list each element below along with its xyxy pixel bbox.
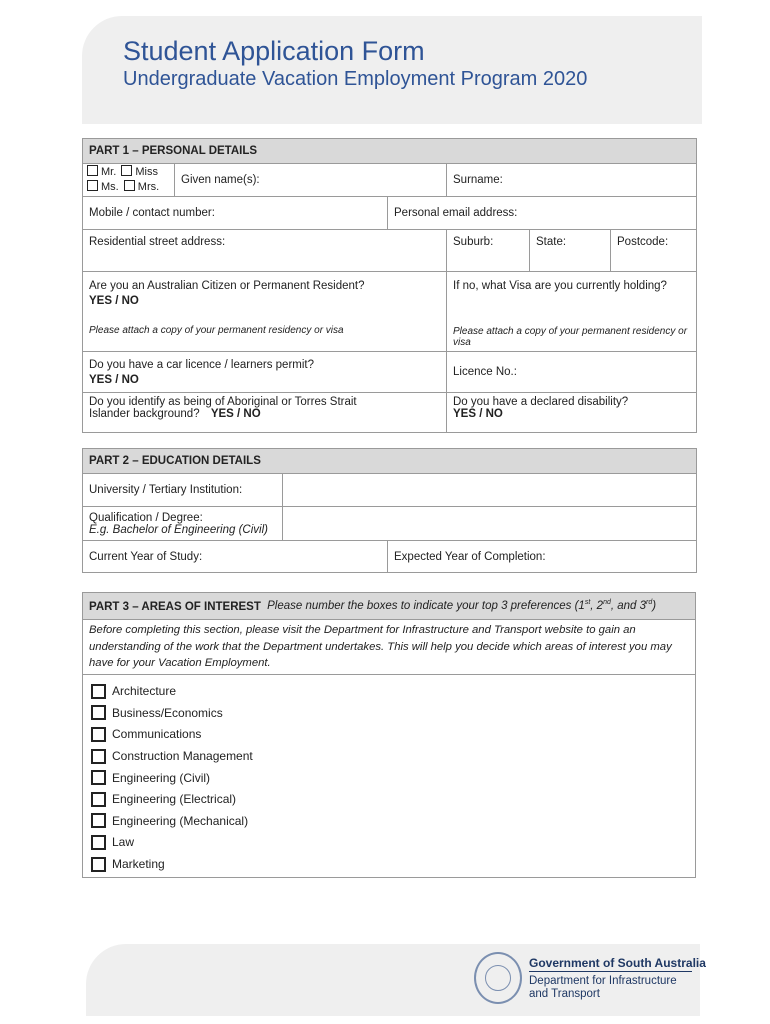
title-checkboxes: Mr. Miss Ms. Mrs. bbox=[83, 164, 175, 197]
citizen-question-cell bbox=[83, 272, 447, 352]
part1-personal-details bbox=[82, 138, 697, 433]
checkbox-icon[interactable] bbox=[91, 749, 106, 764]
sa-government-crest-icon bbox=[474, 952, 522, 1004]
state-field[interactable]: State: bbox=[530, 230, 611, 272]
areas-list bbox=[89, 675, 689, 877]
list-item[interactable]: Communications bbox=[91, 724, 689, 746]
department-name-line1: Department for Infrastructure bbox=[529, 975, 677, 987]
disability-yes-no[interactable]: YES / NO bbox=[453, 408, 503, 420]
footer-divider bbox=[529, 971, 692, 972]
list-item[interactable]: Engineering (Electrical) bbox=[91, 788, 689, 810]
disability-question-cell bbox=[447, 393, 697, 433]
checkbox-icon[interactable] bbox=[91, 684, 106, 699]
email-field[interactable]: Personal email address: bbox=[388, 197, 697, 230]
checkbox-icon[interactable] bbox=[91, 857, 106, 872]
disability-question: Do you have a declared disability? bbox=[453, 396, 629, 408]
citizen-yes-no[interactable]: YES / NO bbox=[89, 295, 139, 307]
visa-attach-note: Please attach a copy of your permanent residency or visa bbox=[453, 326, 688, 348]
part3-heading-cell bbox=[83, 593, 696, 620]
street-address-field[interactable]: Residential street address: bbox=[83, 230, 447, 272]
surname-field[interactable]: Surname: bbox=[447, 164, 697, 197]
part2-education-details bbox=[82, 448, 697, 573]
qualification-label: Qualification / Degree: bbox=[89, 511, 203, 524]
university-label: University / Tertiary Institution: bbox=[83, 474, 283, 507]
checkbox-icon[interactable] bbox=[91, 835, 106, 850]
checkbox-mr[interactable] bbox=[87, 165, 98, 176]
visa-question: If no, what Visa are you currently holding? bbox=[453, 280, 667, 292]
page-subtitle: Undergraduate Vacation Employment Program 2020 bbox=[123, 68, 588, 90]
qualification-input[interactable] bbox=[283, 507, 697, 541]
part1-heading: PART 1 – PERSONAL DETAILS bbox=[83, 139, 697, 164]
checkbox-icon[interactable] bbox=[91, 813, 106, 828]
citizen-question: Are you an Australian Citizen or Permanent Resident? bbox=[89, 280, 365, 292]
suburb-field[interactable]: Suburb: bbox=[447, 230, 530, 272]
list-item[interactable]: Law bbox=[91, 832, 689, 854]
areas-list-cell bbox=[83, 674, 696, 877]
current-year-field[interactable]: Current Year of Study: bbox=[83, 541, 388, 573]
checkbox-icon[interactable] bbox=[91, 727, 106, 742]
checkbox-mrs[interactable] bbox=[124, 180, 135, 191]
checkbox-icon[interactable] bbox=[91, 770, 106, 785]
checkbox-miss[interactable] bbox=[121, 165, 132, 176]
licence-question: Do you have a car licence / learners permit? bbox=[89, 358, 314, 371]
mobile-field[interactable]: Mobile / contact number: bbox=[83, 197, 388, 230]
postcode-field[interactable]: Postcode: bbox=[611, 230, 697, 272]
qualification-example: E.g. Bachelor of Engineering (Civil) bbox=[89, 523, 268, 536]
part3-intro: Before completing this section, please visit the Department for Infrastructure and Transport website to gain an understanding of the work that the Department undertakes. This will help you decide which areas of interest you may have for your Vacation Employment. bbox=[83, 620, 696, 675]
list-item[interactable]: Architecture bbox=[91, 681, 689, 703]
checkbox-ms[interactable] bbox=[87, 180, 98, 191]
part3-instruction: Please number the boxes to indicate your top 3 preferences (1st, 2nd, and 3rd) bbox=[267, 599, 657, 613]
checkbox-icon[interactable] bbox=[91, 705, 106, 720]
checkbox-icon[interactable] bbox=[91, 792, 106, 807]
licence-yes-no[interactable]: YES / NO bbox=[89, 373, 139, 386]
list-item[interactable]: Marketing bbox=[91, 853, 689, 875]
government-name: Government of South Australia bbox=[529, 956, 706, 970]
part3-areas-of-interest bbox=[82, 592, 696, 878]
list-item[interactable]: Construction Management bbox=[91, 745, 689, 767]
part3-heading: PART 3 – AREAS OF INTEREST bbox=[89, 600, 261, 613]
list-item[interactable]: Engineering (Mechanical) bbox=[91, 810, 689, 832]
part2-heading: PART 2 – EDUCATION DETAILS bbox=[83, 449, 697, 474]
expected-year-field[interactable]: Expected Year of Completion: bbox=[388, 541, 697, 573]
licence-question-cell bbox=[83, 352, 447, 393]
department-name-line2: and Transport bbox=[529, 988, 600, 1000]
list-item[interactable]: Engineering (Civil) bbox=[91, 767, 689, 789]
given-names-field[interactable]: Given name(s): bbox=[175, 164, 447, 197]
list-item[interactable]: Business/Economics bbox=[91, 702, 689, 724]
aboriginal-question-cell bbox=[83, 393, 447, 433]
citizen-attach-note: Please attach a copy of your permanent residency or visa bbox=[89, 325, 344, 336]
university-input[interactable] bbox=[283, 474, 697, 507]
aboriginal-question-line2: Islander background? bbox=[89, 408, 200, 420]
licence-number-field[interactable]: Licence No.: bbox=[447, 352, 697, 393]
page-title: Student Application Form bbox=[123, 36, 425, 66]
aboriginal-question: Do you identify as being of Aboriginal or Torres Strait bbox=[89, 396, 357, 408]
aboriginal-yes-no[interactable]: YES / NO bbox=[210, 408, 261, 420]
qualification-label-cell bbox=[83, 507, 283, 541]
visa-question-cell[interactable] bbox=[447, 272, 697, 352]
